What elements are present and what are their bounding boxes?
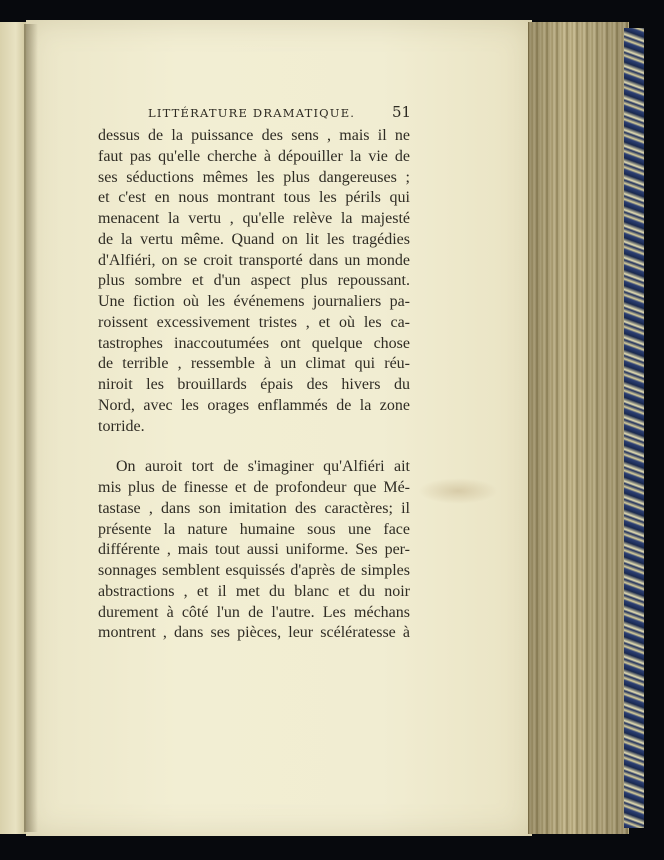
paragraph-1 (98, 126, 410, 437)
text-line: sonnages semblent esquissés d'après de simples (98, 562, 410, 579)
paper-stain (418, 478, 498, 504)
text-line: faut pas qu'elle cherche à dépouiller la vie de (98, 147, 410, 165)
text-line: Nord, avec les orages enflammés de la zone (98, 396, 410, 414)
gutter-shadow (24, 24, 38, 832)
text-line: torride. (98, 417, 145, 435)
text-line: Une fiction où les événemens journaliers pa- (98, 293, 410, 310)
marbled-cover (624, 28, 644, 828)
text-line: mis plus de finesse et de profondeur que Mé- (98, 479, 410, 496)
text-line: dessus de la puissance des sens , mais il ne (98, 127, 410, 144)
text-line: niroit les brouillards épais des hivers du (98, 376, 410, 393)
body-text (98, 126, 410, 644)
page-number: 51 (392, 103, 412, 121)
text-line: tastrophes inaccoutumées ont quelque chose (98, 334, 410, 352)
text-line: et c'est en nous montrant tous les périls qui (98, 189, 410, 207)
text-line: d'Alfiéri, on se croit transporté dans un monde (98, 251, 410, 269)
text-line: On auroit tort de s'imaginer qu'Alfiéri ait (116, 458, 410, 476)
text-line: plus sombre et d'un aspect plus repoussant. (98, 272, 410, 290)
text-line: durement à côté l'un de l'autre. Les méchans (98, 603, 410, 621)
text-line: différente , mais tout aussi uniforme. Ses per- (98, 541, 410, 559)
text-line: de la vertu même. Quand on lit les tragédies (98, 230, 410, 248)
page-edges-shade (528, 22, 628, 834)
text-line: montrent , dans ses pièces, leur scélératesse à (98, 624, 410, 642)
text-line: roissent excessivement tristes , et où les ca- (98, 313, 410, 331)
paragraph-gap (98, 437, 410, 457)
text-line: menacent la vertu , qu'elle relève la majesté (98, 210, 410, 227)
running-head: LITTÉRATURE DRAMATIQUE. (148, 106, 356, 120)
left-page-edge (0, 22, 27, 834)
text-line: ses séductions mêmes les plus dangereuses ; (98, 168, 410, 186)
paragraph-2 (98, 457, 410, 644)
text-line: de terrible , ressemble à un climat qui réu- (98, 355, 410, 373)
text-line: tastase , dans son imitation des caractères; il (98, 499, 410, 517)
text-line: abstractions , et il met du blanc et du noir (98, 582, 410, 600)
text-line: présente la nature humaine sous une face (98, 520, 410, 538)
